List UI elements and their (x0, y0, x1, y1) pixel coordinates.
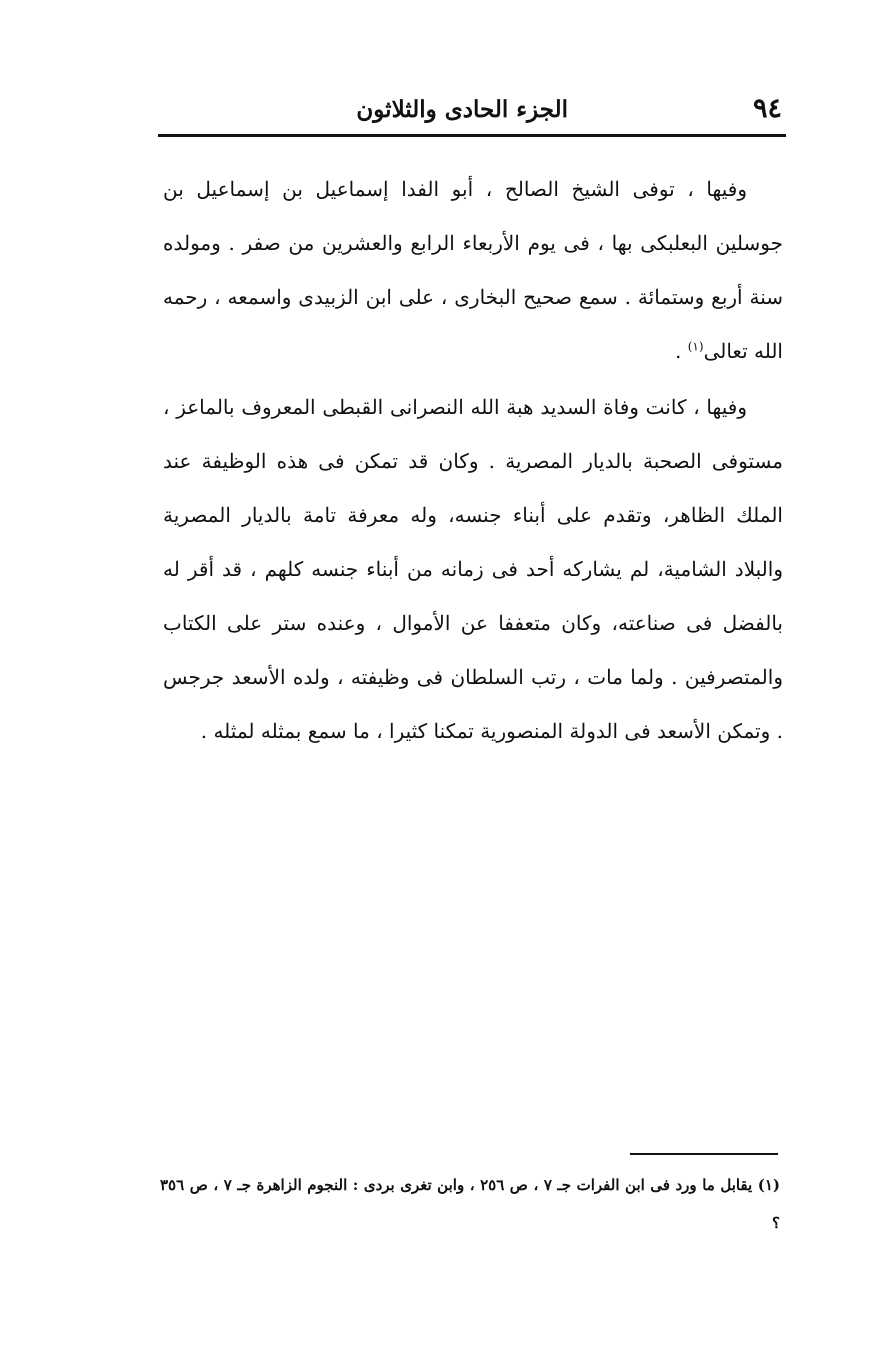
header-rule (158, 134, 786, 137)
paragraph-1 (163, 162, 783, 378)
running-title: الجزء الحادى والثلاثون (356, 96, 568, 123)
paragraph-1-text: وفيها ، توفى الشيخ الصالح ، أبو الفدا إسماعيل بن إسماعيل بن جوسلين البعلبكى بها ، فى يوم الأربعاء الرابع والعشرين من صفر . ومولده سنة أربع وستمائة . سمع صحيح البخارى ، على ابن الزبيدى واسمعه ، رحمه الله تعالى (163, 177, 783, 363)
paragraph-1-tail: . (675, 339, 688, 363)
footnote: (١) يقابل ما ورد فى ابن الفرات جـ ٧ ، ص ٢٥٦ ، وابن تغرى بردى : النجوم الزاهرة جـ ٧ ، ص ٣٥٦ ؟ (160, 1176, 780, 1232)
paragraph-2-text: وفيها ، كانت وفاة السديد هبة الله النصرانى القبطى المعروف بالماعز ، مستوفى الصحبة بالديار المصرية . وكان قد تمكن فى هذه الوظيفة عند الملك الظاهر، وتقدم على أبناء جنسه، وله معرفة تامة بالديار المصرية والبلاد الشامية، لم يشاركه أحد فى زمانه من أبناء جنسه كلهم ، قد أقر له بالفضل فى صناعته، وكان متعففا عن الأموال ، وعنده ستر على الكتاب والمتصرفين . ولما مات ، رتب السلطان فى وظيفته ، ولده الأسعد جرجس . وتمكن الأسعد فى الدولة المنصورية تمكنا كثيرا ، ما سمع بمثله لمثله . (163, 395, 783, 743)
page-header (158, 88, 786, 132)
page-number: ٩٤ (752, 93, 782, 124)
footnote-rule (630, 1153, 778, 1155)
paragraph-2 (163, 380, 783, 758)
footnote-marker: (١) (687, 339, 704, 354)
main-text (163, 162, 783, 758)
